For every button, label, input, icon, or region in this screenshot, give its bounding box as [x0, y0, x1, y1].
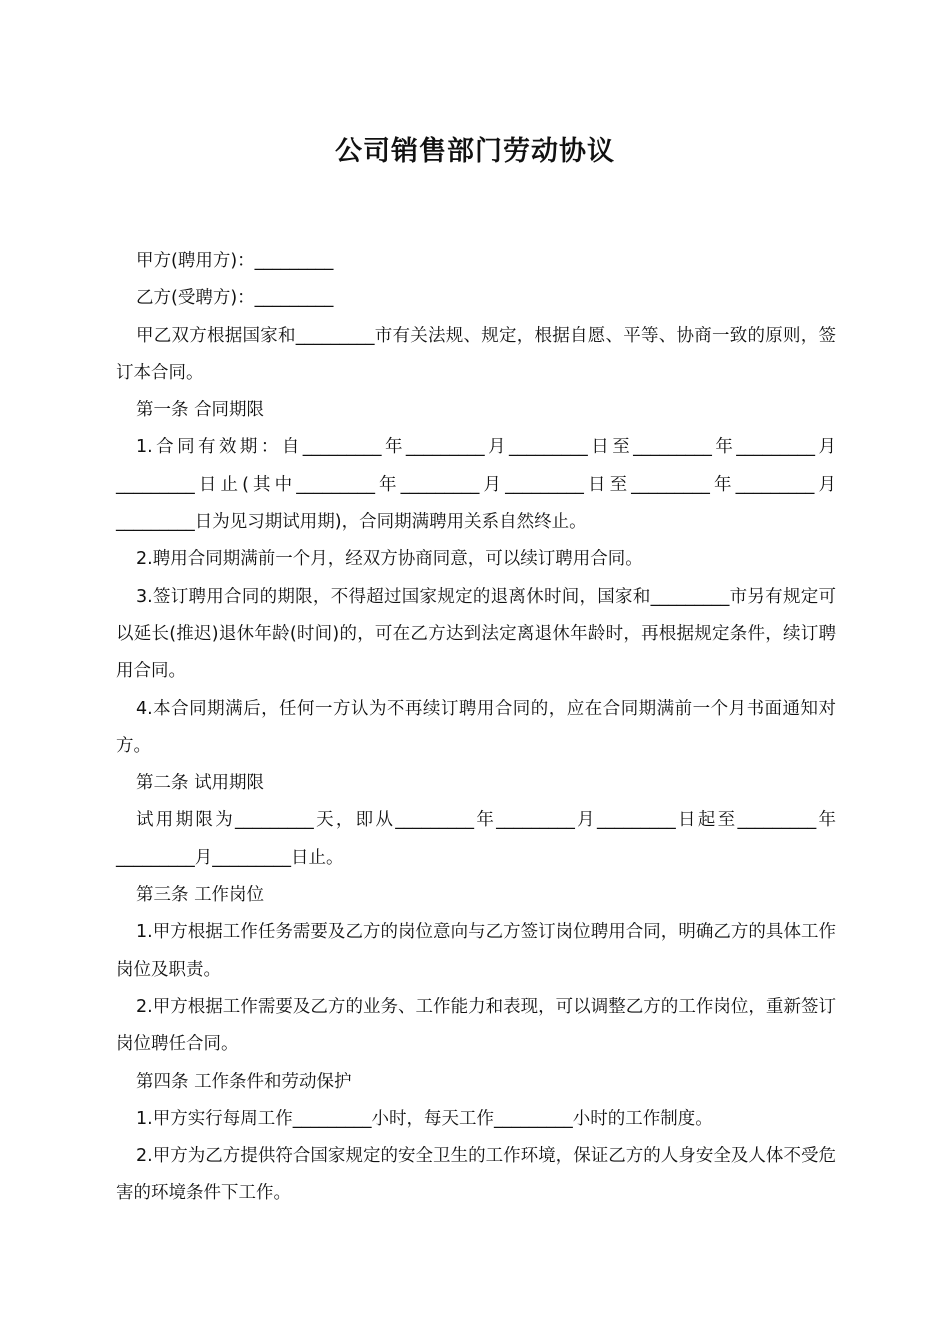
- party-a-line: 甲方(聘用方)：_________: [136, 251, 334, 271]
- article-4-heading: 第四条 工作条件和劳动保护: [136, 1071, 352, 1092]
- article-4-clause-2: 2.甲方为乙方提供符合国家规定的安全卫生的工作环境，保证乙方的人身安全及人体不受危害的环境条件下工作。: [116, 1146, 836, 1204]
- article-3-clause-2: 2.甲方根据工作需要及乙方的业务、工作能力和表现，可以调整乙方的工作岗位，重新签订岗位聘任合同。: [116, 996, 836, 1055]
- article-2-heading: 第二条 试用期限: [136, 773, 265, 794]
- document-title: 公司销售部门劳动协议: [335, 136, 615, 167]
- article-3-heading: 第三条 工作岗位: [136, 885, 265, 906]
- article-1-clause-4: 4.本合同期满后，任何一方认为不再续订聘用合同的，应在合同期满前一个月书面通知对方。: [116, 698, 836, 756]
- article-4-clause-1: 1.甲方实行每周工作_________小时，每天工作_________小时的工作制度。: [136, 1108, 713, 1129]
- article-1-clause-2: 2.聘用合同期满前一个月，经双方协商同意，可以续订聘用合同。: [136, 549, 643, 570]
- article-2-clause: 试用期限为_________天，即从_________年_________月_________日起至_________年_________月_________日止。: [116, 810, 836, 868]
- document-body: [116, 243, 836, 1213]
- preamble-paragraph: 甲乙双方根据国家和_________市有关法规、规定，根据自愿、平等、协商一致的原则，签订本合同。: [116, 325, 836, 383]
- article-3-clause-1: 1.甲方根据工作任务需要及乙方的岗位意向与乙方签订岗位聘用合同，明确乙方的具体工作岗位及职责。: [116, 922, 836, 980]
- article-1-heading: 第一条 合同期限: [136, 400, 265, 421]
- article-1-clause-1: 1.合同有效期：自_________年_________月_________日至_________年_________月_________日止(其中_________年_________月_________日至_________年_________月_________日为见习期试用期)，合同期满聘用关系自然终止。: [116, 437, 836, 533]
- party-b-line: 乙方(受聘方)：_________: [136, 288, 334, 309]
- article-1-clause-3: 3.签订聘用合同的期限，不得超过国家规定的退离休时间，国家和_________市另有规定可以延长(推迟)退休年龄(时间)的，可在乙方达到法定离退休年龄时，再根据规定条件，续订聘用合同。: [116, 586, 836, 682]
